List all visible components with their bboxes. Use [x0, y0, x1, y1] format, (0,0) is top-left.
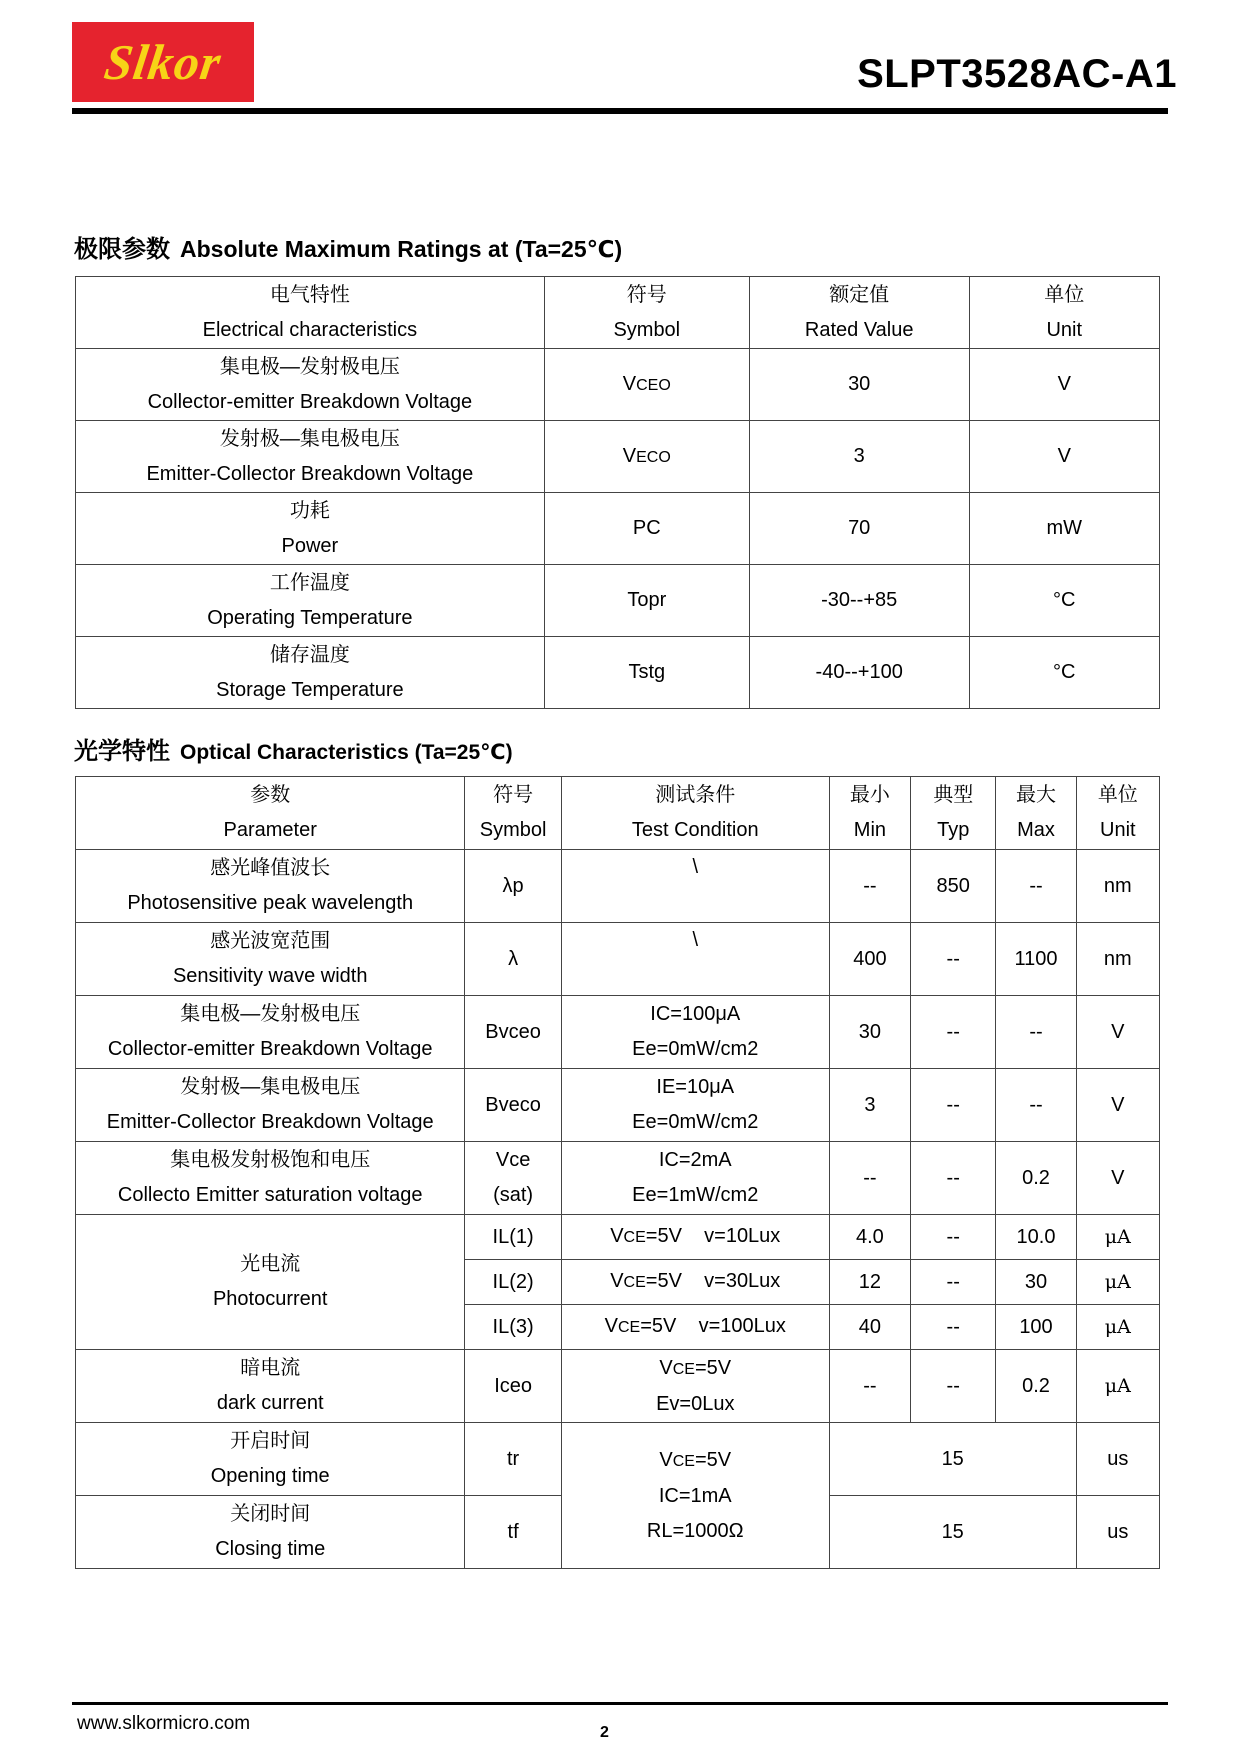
table-row: [76, 1142, 1160, 1215]
symbol-cell: Vce (sat): [465, 1142, 561, 1215]
table-row: [76, 565, 1160, 637]
unit-cell: μA: [1076, 1350, 1159, 1423]
table-row: [76, 1215, 1160, 1260]
table-row: [76, 1069, 1160, 1142]
max-cell: --: [996, 850, 1076, 923]
param-cell: 开启时间 Opening time: [76, 1423, 465, 1496]
condition-cell: VCE=5V Ev=0Lux: [561, 1350, 829, 1423]
unit-cell: mW: [969, 493, 1159, 565]
unit-cell: us: [1076, 1423, 1159, 1496]
symbol-cell: λp: [465, 850, 561, 923]
typ-cell: --: [911, 1142, 996, 1215]
value-cell: 30: [749, 349, 969, 421]
condition-cell: IC=100μA Ee=0mW/cm2: [561, 996, 829, 1069]
max-cell: 30: [996, 1260, 1076, 1305]
symbol-cell: IL(3): [465, 1305, 561, 1350]
max-cell: --: [996, 1069, 1076, 1142]
unit-cell: μA: [1076, 1305, 1159, 1350]
symbol-cell: tf: [465, 1496, 561, 1569]
symbol-cell: PC: [544, 493, 749, 565]
max-cell: 0.2: [996, 1142, 1076, 1215]
min-cell: --: [829, 1142, 910, 1215]
abs-max-table: [75, 276, 1160, 709]
optical-title-en: Optical Characteristics (Ta=25℃): [180, 741, 513, 764]
unit-cell: μA: [1076, 1260, 1159, 1305]
min-cell: 400: [829, 923, 910, 996]
min-cell: 3: [829, 1069, 910, 1142]
typ-cell: --: [911, 996, 996, 1069]
abs-max-title-en: Absolute Maximum Ratings at (Ta=25℃): [180, 236, 623, 262]
header-cell: 电气特性 Electrical characteristics: [76, 277, 545, 349]
typ-cell: --: [911, 1215, 996, 1260]
table-row: [76, 996, 1160, 1069]
typ-cell: --: [911, 923, 996, 996]
unit-cell: nm: [1076, 923, 1159, 996]
typ-cell: 850: [911, 850, 996, 923]
param-cell: 功耗 Power: [76, 493, 545, 565]
optical-title-cn: 光学特性: [74, 738, 170, 765]
condition-cell: IC=2mA Ee=1mW/cm2: [561, 1142, 829, 1215]
table-row: [76, 349, 1160, 421]
value-cell: -30--+85: [749, 565, 969, 637]
header-cell: 测试条件 Test Condition: [561, 777, 829, 850]
symbol-cell: Tstg: [544, 637, 749, 709]
header-cell: 参数 Parameter: [76, 777, 465, 850]
optical-title: [74, 731, 513, 766]
min-cell: 4.0: [829, 1215, 910, 1260]
param-cell: 关闭时间 Closing time: [76, 1496, 465, 1569]
unit-cell: °C: [969, 565, 1159, 637]
condition-cell: \: [561, 923, 829, 996]
table-row: [76, 850, 1160, 923]
min-cell: --: [829, 850, 910, 923]
param-cell: 发射极—集电极电压 Emitter-Collector Breakdown Voltage: [76, 421, 545, 493]
param-cell: 集电极—发射极电压 Collector-emitter Breakdown Voltage: [76, 349, 545, 421]
abs-max-title: [74, 229, 622, 264]
logo-text: Slkor: [100, 34, 226, 90]
unit-cell: °C: [969, 637, 1159, 709]
table-row: [76, 1423, 1160, 1496]
symbol-cell: λ: [465, 923, 561, 996]
header-rule: [72, 108, 1168, 114]
min-cell: 40: [829, 1305, 910, 1350]
max-cell: 100: [996, 1305, 1076, 1350]
param-cell: 感光波宽范围 Sensitivity wave width: [76, 923, 465, 996]
min-cell: 12: [829, 1260, 910, 1305]
condition-cell: IE=10μA Ee=0mW/cm2: [561, 1069, 829, 1142]
param-cell: 储存温度 Storage Temperature: [76, 637, 545, 709]
max-cell: 1100: [996, 923, 1076, 996]
symbol-cell: Bveco: [465, 1069, 561, 1142]
symbol-cell: VECO: [544, 421, 749, 493]
symbol-cell: VCEO: [544, 349, 749, 421]
param-cell: 感光峰值波长 Photosensitive peak wavelength: [76, 850, 465, 923]
symbol-cell: IL(2): [465, 1260, 561, 1305]
max-cell: 0.2: [996, 1350, 1076, 1423]
table-row: [76, 923, 1160, 996]
typ-cell: --: [911, 1069, 996, 1142]
header-cell: 额定值 Rated Value: [749, 277, 969, 349]
optical-table: [75, 776, 1160, 1569]
condition-cell: VCE=5V v=30Lux: [561, 1260, 829, 1305]
symbol-cell: tr: [465, 1423, 561, 1496]
symbol-cell: Bvceo: [465, 996, 561, 1069]
header-cell: 符号 Symbol: [544, 277, 749, 349]
typ-cell: --: [911, 1350, 996, 1423]
unit-cell: V: [1076, 1142, 1159, 1215]
condition-cell: \: [561, 850, 829, 923]
footer-rule: [72, 1702, 1168, 1705]
min-cell: --: [829, 1350, 910, 1423]
min-cell: 30: [829, 996, 910, 1069]
table-row: [76, 1350, 1160, 1423]
symbol-cell: Iceo: [465, 1350, 561, 1423]
param-cell: 工作温度 Operating Temperature: [76, 565, 545, 637]
page-number: 2: [600, 1724, 609, 1741]
typ-cell: --: [911, 1260, 996, 1305]
header-cell: 单位 Unit: [969, 277, 1159, 349]
value-cell: 3: [749, 421, 969, 493]
unit-cell: us: [1076, 1496, 1159, 1569]
param-cell: 集电极—发射极电压 Collector-emitter Breakdown Voltage: [76, 996, 465, 1069]
param-cell: 光电流 Photocurrent: [76, 1215, 465, 1350]
table-row: [76, 493, 1160, 565]
condition-cell: VCE=5V v=100Lux: [561, 1305, 829, 1350]
header-cell: 典型 Typ: [911, 777, 996, 850]
symbol-cell: IL(1): [465, 1215, 561, 1260]
header-cell: 单位 Unit: [1076, 777, 1159, 850]
header-cell: 最小 Min: [829, 777, 910, 850]
max-cell: 10.0: [996, 1215, 1076, 1260]
value-cell: 70: [749, 493, 969, 565]
param-cell: 集电极发射极饱和电压 Collecto Emitter saturation voltage: [76, 1142, 465, 1215]
param-cell: 发射极—集电极电压 Emitter-Collector Breakdown Voltage: [76, 1069, 465, 1142]
value-cell: 15: [829, 1423, 1076, 1496]
unit-cell: V: [1076, 996, 1159, 1069]
unit-cell: V: [969, 421, 1159, 493]
header-cell: 最大 Max: [996, 777, 1076, 850]
condition-cell: VCE=5V v=10Lux: [561, 1215, 829, 1260]
table-row: [76, 637, 1160, 709]
footer-url: www.slkormicro.com: [77, 1713, 251, 1734]
table-row: [76, 421, 1160, 493]
table-header-row: [76, 277, 1160, 349]
table-header-row: [76, 777, 1160, 850]
value-cell: 15: [829, 1496, 1076, 1569]
condition-cell: VCE=5V IC=1mA RL=1000Ω: [561, 1423, 829, 1569]
part-number: SLPT3528AC-A1: [857, 52, 1177, 96]
param-cell: 暗电流 dark current: [76, 1350, 465, 1423]
unit-cell: V: [1076, 1069, 1159, 1142]
symbol-cell: Topr: [544, 565, 749, 637]
header-cell: 符号 Symbol: [465, 777, 561, 850]
value-cell: -40--+100: [749, 637, 969, 709]
unit-cell: V: [969, 349, 1159, 421]
typ-cell: --: [911, 1305, 996, 1350]
unit-cell: μA: [1076, 1215, 1159, 1260]
slkor-logo: [72, 22, 254, 102]
max-cell: --: [996, 996, 1076, 1069]
unit-cell: nm: [1076, 850, 1159, 923]
abs-max-title-cn: 极限参数: [74, 236, 170, 263]
